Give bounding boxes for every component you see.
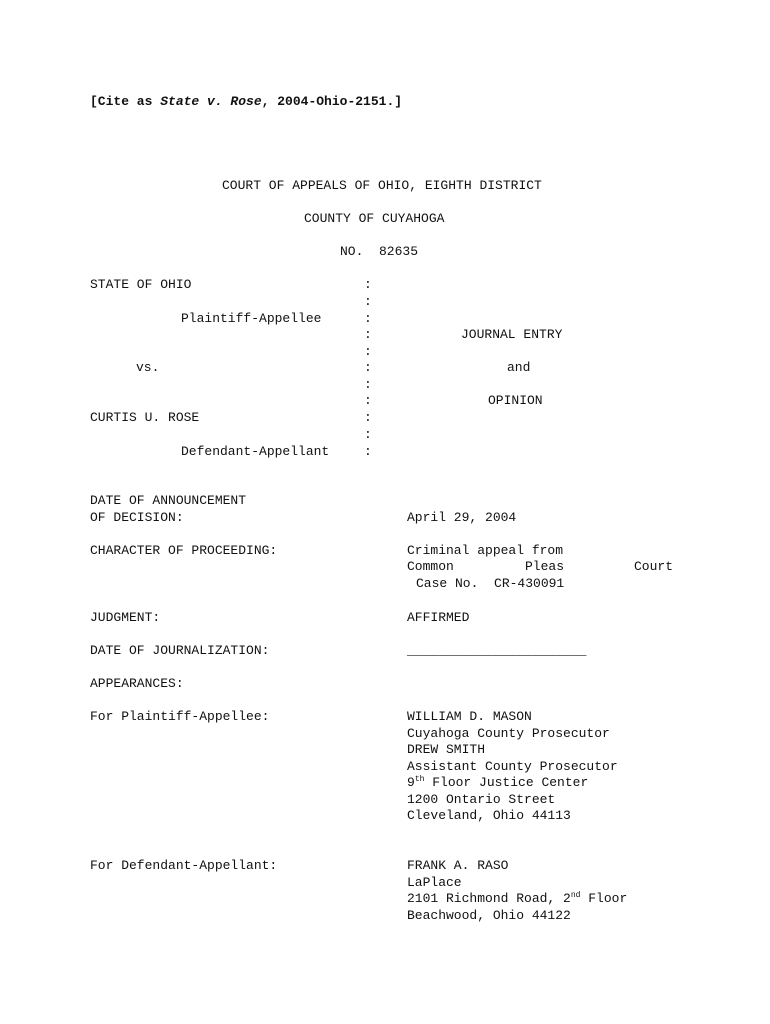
counsel-address (407, 891, 627, 907)
proceeding-common: Common (407, 559, 454, 574)
lower-case-number: Case No. CR-430091 (416, 576, 565, 591)
caption-colon: : (364, 327, 372, 342)
floor-number: 9 (407, 775, 415, 790)
announcement-label-cont: OF DECISION: (90, 510, 184, 525)
proceeding-pleas: Pleas (525, 559, 565, 574)
versus-label: vs. (136, 360, 160, 375)
address-pre: 2101 Richmond Road, 2 (407, 891, 571, 906)
counsel-line: Assistant County Prosecutor (407, 759, 618, 774)
caption-colon: : (364, 277, 372, 292)
counsel-line: DREW SMITH (407, 742, 486, 757)
citation-prefix: [Cite as (90, 94, 161, 109)
appellant-counsel-label: For Defendant-Appellant: (90, 858, 278, 873)
counsel-city: Beachwood, Ohio 44122 (407, 908, 571, 923)
citation-suffix: , 2004-Ohio-2151.] (261, 94, 403, 109)
court-name: COURT OF APPEALS OF OHIO, EIGHTH DISTRICT (222, 178, 542, 193)
journalization-blank: _______________________ (407, 643, 587, 658)
citation (90, 94, 402, 110)
defendant-name: CURTIS U. ROSE (90, 410, 200, 425)
proceeding-label: CHARACTER OF PROCEEDING: (90, 543, 278, 558)
caption-colon: : (364, 427, 372, 442)
counsel-line: Cuyahoga County Prosecutor (407, 726, 610, 741)
judgment-label: JUDGMENT: (90, 610, 161, 625)
caption-colon: : (364, 360, 372, 375)
caption-colon: : (364, 393, 372, 408)
judgment-value: AFFIRMED (407, 610, 470, 625)
county-name: COUNTY OF CUYAHOGA (304, 211, 445, 226)
journalization-label: DATE OF JOURNALIZATION: (90, 643, 270, 658)
entry-title-and: and (507, 360, 531, 375)
caption-colon: : (364, 444, 372, 459)
caption-colon: : (364, 377, 372, 392)
counsel-name: FRANK A. RASO (407, 858, 509, 873)
proceeding-court: Court (634, 559, 674, 574)
plaintiff-role: Plaintiff-Appellee (181, 311, 322, 326)
announcement-label: DATE OF ANNOUNCEMENT (90, 493, 247, 508)
floor-rest: Floor Justice Center (424, 775, 589, 790)
appearances-label: APPEARANCES: (90, 676, 184, 691)
caption-colon: : (364, 410, 372, 425)
appellee-counsel-label: For Plaintiff-Appellee: (90, 709, 270, 724)
proceeding-value: Criminal appeal from (407, 543, 564, 558)
citation-case-name: State v. Rose (160, 94, 262, 109)
address-post: Floor (580, 891, 628, 906)
counsel-street: 1200 Ontario Street (407, 792, 556, 807)
caption-colon: : (364, 344, 372, 359)
counsel-firm: LaPlace (407, 875, 462, 890)
counsel-floor (407, 775, 588, 791)
plaintiff-name: STATE OF OHIO (90, 277, 192, 292)
opinion-title: OPINION (488, 393, 543, 408)
floor-ordinal: th (414, 775, 425, 784)
counsel-line: WILLIAM D. MASON (407, 709, 532, 724)
journal-entry-title: JOURNAL ENTRY (461, 327, 563, 342)
announcement-date: April 29, 2004 (407, 510, 517, 525)
defendant-role: Defendant-Appellant (181, 444, 330, 459)
caption-colon: : (364, 311, 372, 326)
caption-colon: : (364, 294, 372, 309)
address-ordinal: nd (570, 891, 581, 900)
counsel-city: Cleveland, Ohio 44113 (407, 808, 571, 823)
case-number: NO. 82635 (340, 244, 419, 259)
